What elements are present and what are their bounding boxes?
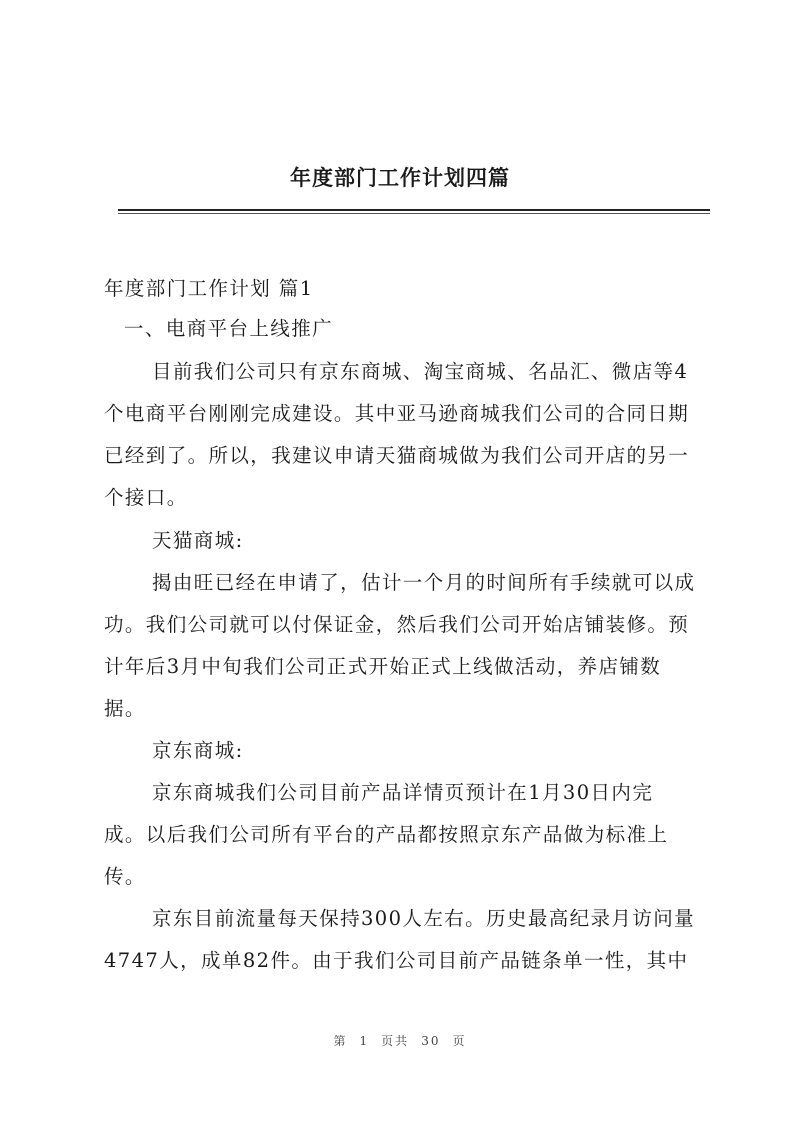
paragraph-line: 计年后3月中旬我们公司正式开始正式上线做活动，养店铺数 bbox=[104, 655, 662, 678]
subsection-heading: 一、电商平台上线推广 bbox=[124, 317, 334, 340]
paragraph-line: 京东目前流量每天保持300人左右。历史最高纪录月访问量 bbox=[152, 907, 696, 930]
paragraph-line: 功。我们公司就可以付保证金，然后我们公司开始店铺装修。预 bbox=[104, 613, 690, 636]
footer-prefix: 第 bbox=[333, 1034, 348, 1048]
document-title: 年度部门工作计划四篇 bbox=[290, 166, 510, 190]
paragraph-line: 已经到了。所以，我建议申请天猫商城做为我们公司开店的另一 bbox=[104, 444, 690, 467]
paragraph-line: 个接口。 bbox=[104, 486, 188, 509]
paragraph-line: 传。 bbox=[104, 865, 146, 888]
paragraph-line: 4747人，成单82件。由于我们公司目前产品链条单一性，其中 bbox=[104, 949, 689, 972]
paragraph-line: 成。以后我们公司所有平台的产品都按照京东产品做为标准上 bbox=[104, 823, 669, 846]
page-footer bbox=[0, 1032, 800, 1049]
section-heading: 年度部门工作计划 篇1 bbox=[104, 277, 314, 300]
footer-mid: 页共 bbox=[381, 1034, 410, 1048]
footer-suffix: 页 bbox=[452, 1034, 467, 1048]
paragraph-line: 京东商城我们公司目前产品详情页预计在1月30日内完 bbox=[152, 781, 654, 804]
footer-page-number: 1 bbox=[359, 1034, 370, 1048]
paragraph-heading: 京东商城: bbox=[152, 739, 244, 762]
title-rule-thin bbox=[118, 213, 710, 214]
title-rule-thick bbox=[118, 209, 710, 211]
paragraph-heading: 天猫商城: bbox=[152, 529, 244, 552]
paragraph-line: 个电商平台刚刚完成建设。其中亚马逊商城我们公司的合同日期 bbox=[104, 402, 690, 425]
paragraph-line: 目前我们公司只有京东商城、淘宝商城、名品汇、微店等4 bbox=[152, 360, 689, 383]
footer-total-pages: 30 bbox=[421, 1034, 441, 1048]
paragraph-line: 据。 bbox=[104, 697, 146, 720]
paragraph-line: 揭由旺已经在申请了，估计一个月的时间所有手续就可以成 bbox=[152, 571, 696, 594]
